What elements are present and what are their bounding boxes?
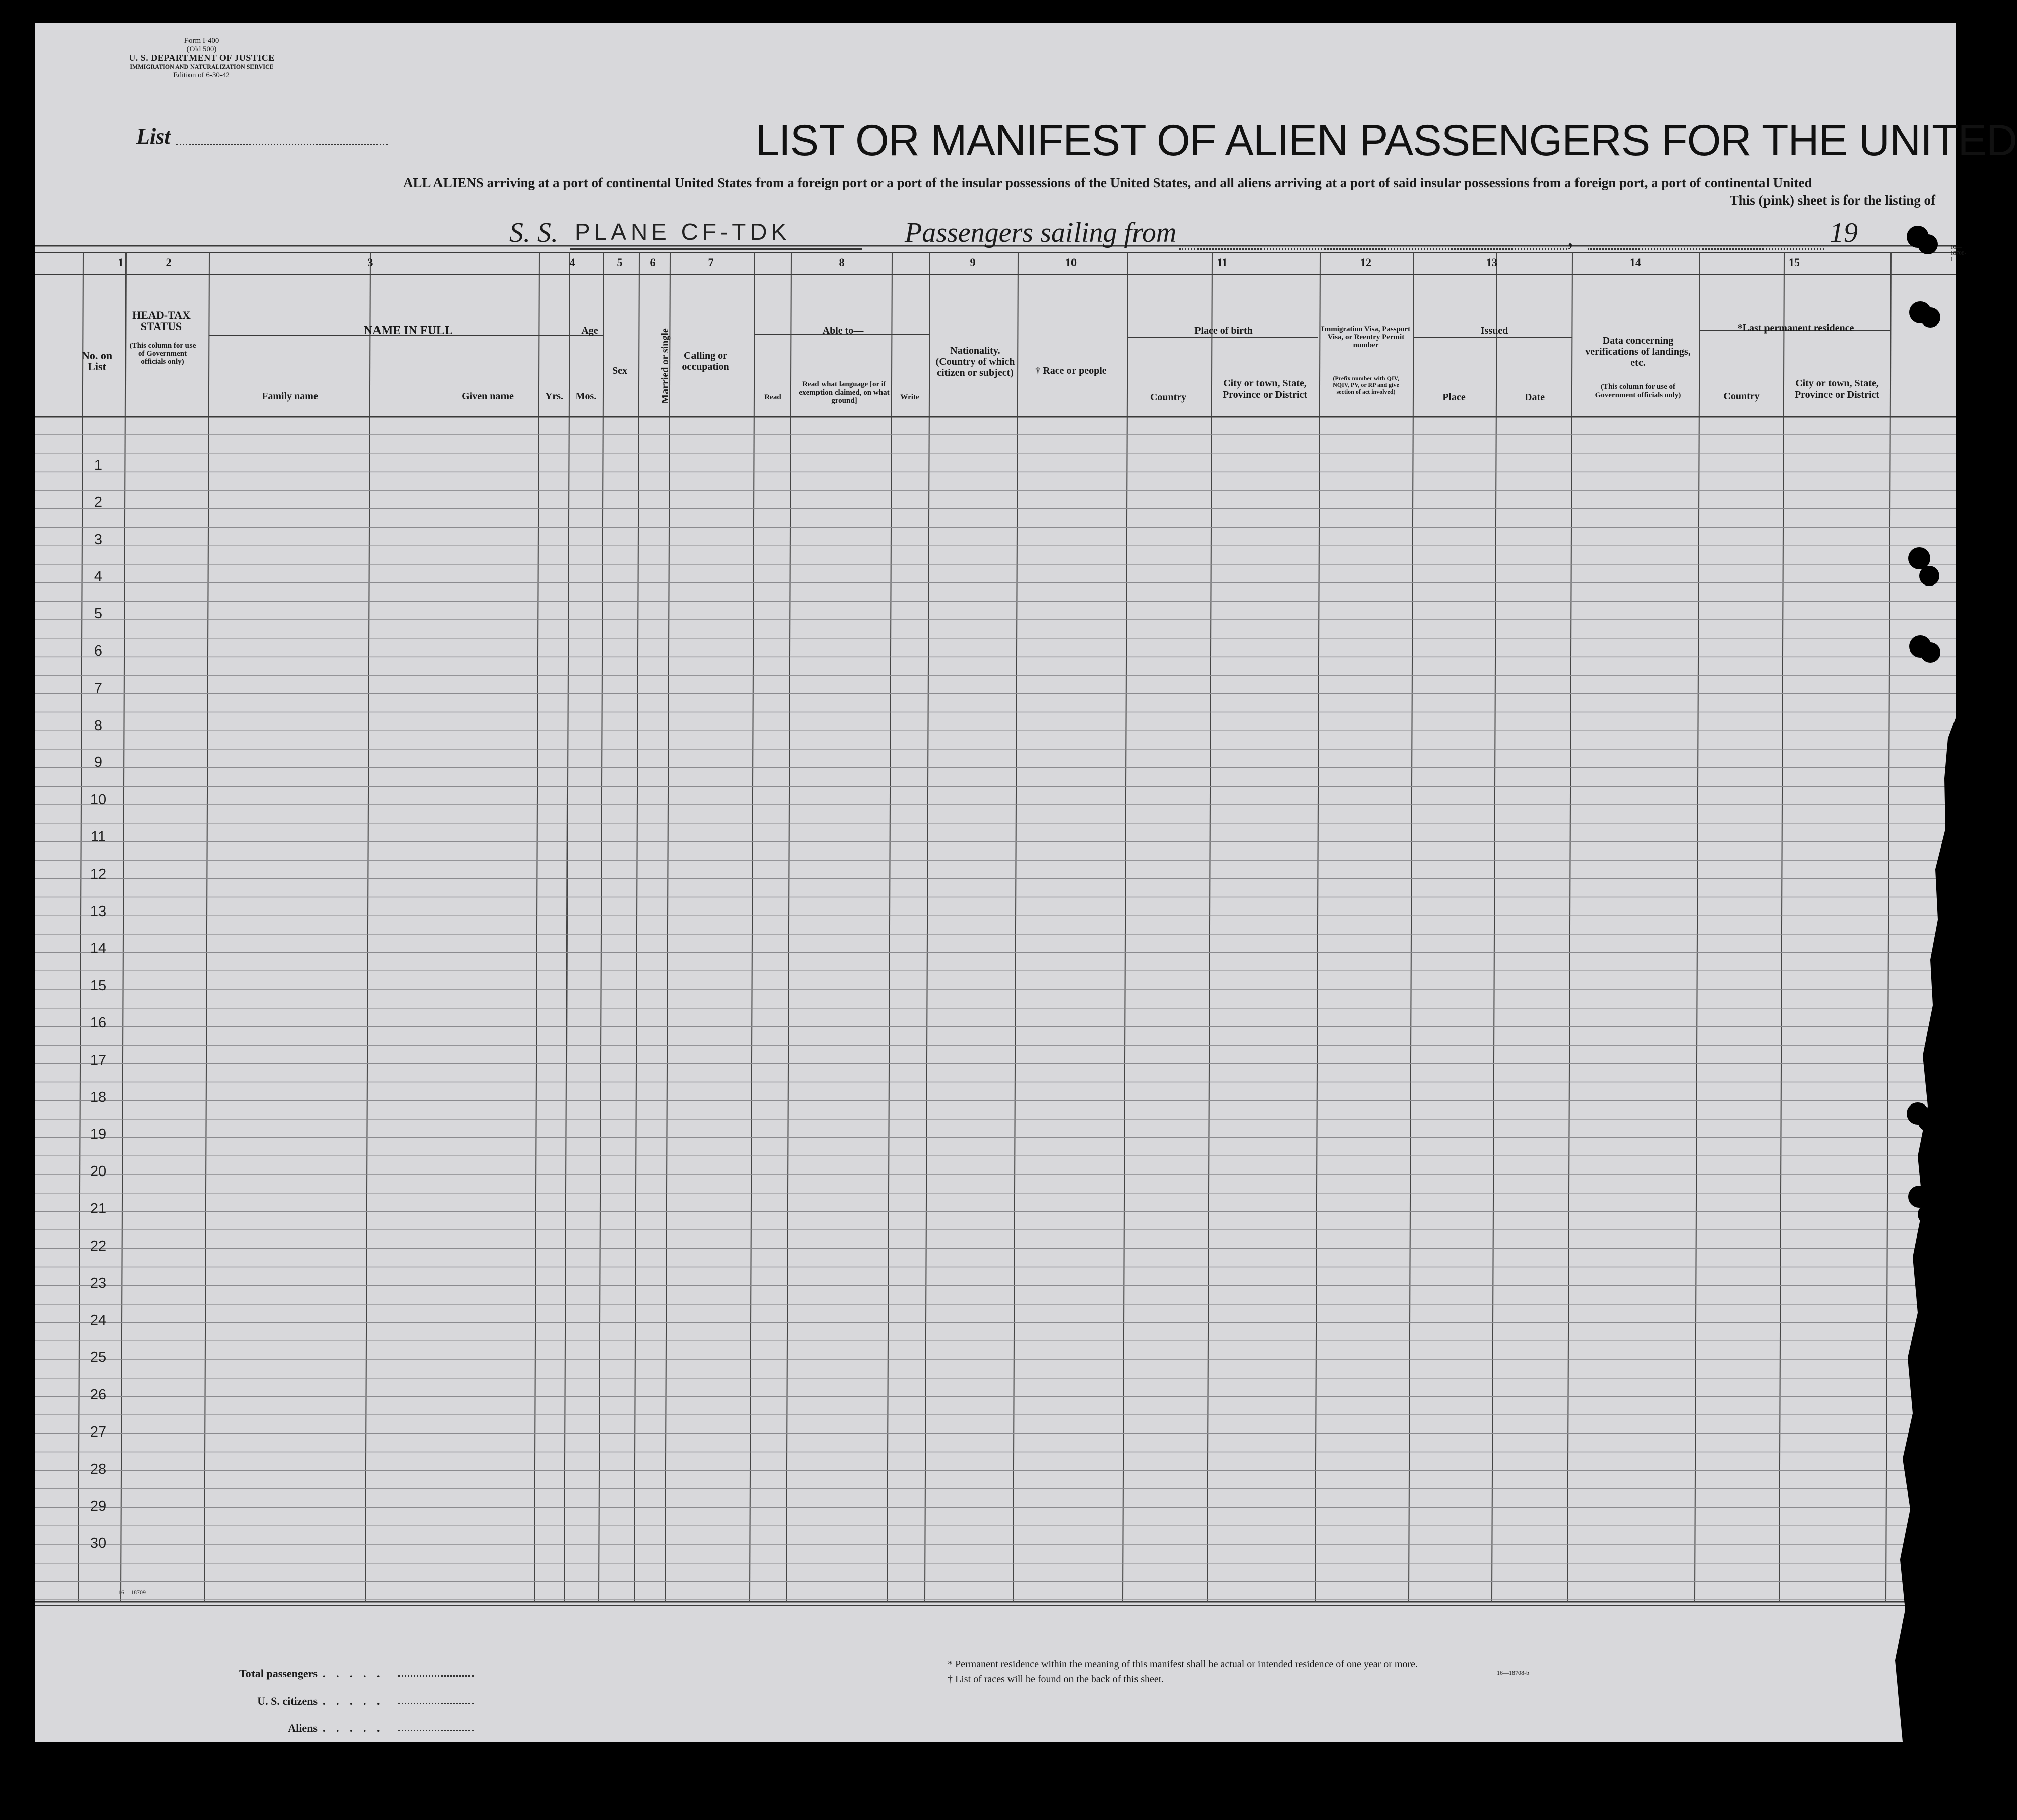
column-number: 13	[1486, 256, 1497, 269]
header-issued: Issued	[1480, 325, 1508, 336]
instructions-line-2: This (pink) sheet is for the listing of	[1729, 192, 1935, 208]
footnote-races: † List of races will be found on the back of this sheet.	[948, 1674, 1164, 1685]
row-number: 26	[90, 1387, 107, 1403]
header-race: † Race or people	[1035, 365, 1107, 376]
ship-prefix: S. S.	[509, 217, 558, 248]
row-number: 15	[90, 978, 107, 994]
column-number: 10	[1065, 256, 1077, 269]
department-name: U. S. DEPARTMENT OF JUSTICE	[129, 53, 275, 63]
row-number: 13	[90, 903, 107, 920]
sailing-port-field[interactable]	[1179, 248, 1567, 250]
row-number: 4	[94, 568, 103, 585]
column-number: 14	[1630, 256, 1641, 269]
column-number: 6	[650, 256, 656, 269]
row-number: 7	[94, 680, 103, 696]
row-number: 6	[94, 643, 103, 659]
form-code-bottom-right: 16—18708-b	[1497, 1669, 1529, 1676]
row-number: 19	[90, 1126, 107, 1143]
row-number: 25	[90, 1349, 107, 1366]
row-number: 2	[94, 494, 103, 510]
row-number: 1	[94, 457, 103, 473]
year-prefix: 19	[1830, 217, 1858, 248]
row-number: 22	[90, 1238, 107, 1254]
row-number: 28	[90, 1461, 107, 1477]
manifest-sheet	[35, 23, 2017, 1742]
row-number: 23	[90, 1275, 107, 1291]
total-passengers-field[interactable]	[398, 1660, 474, 1677]
instructions-line-1: ALL ALIENS arriving at a port of continental United States from a foreign port or a port of the insular possessions of the United States, and all aliens arriving at a port of said insular possessions from a foreign port, a port of continental United	[403, 175, 1812, 190]
column-number: 15	[1789, 256, 1800, 269]
row-number: 9	[94, 754, 103, 771]
form-code-top: 16—18708-1	[1950, 244, 1967, 263]
punch-holes	[35, 23, 1956, 1742]
row-number: 3	[94, 531, 103, 548]
row-number: 16	[90, 1015, 107, 1031]
us-citizens-field[interactable]	[398, 1687, 474, 1704]
form-identifier	[116, 37, 287, 80]
totals-section	[217, 1660, 474, 1742]
header-data-note: (This column for use of Government officials only)	[1595, 383, 1681, 399]
us-citizens-label: U. S. citizens	[257, 1695, 318, 1707]
header-visa-note: (Prefix number with QIV, NQIV, PV, or RP and give section of act involved)	[1333, 375, 1399, 395]
header-issued-place: Place	[1442, 392, 1466, 403]
total-passengers-label: Total passengers	[239, 1667, 318, 1680]
comma: ,	[1567, 225, 1573, 251]
header-residence-city: City or town, State, Province or District	[1794, 378, 1880, 400]
form-old-number: (Old 500)	[186, 45, 217, 53]
list-label: List	[136, 124, 171, 149]
row-number: 8	[94, 717, 103, 734]
header-yrs: Yrs.	[545, 391, 564, 402]
row-number: 29	[90, 1498, 107, 1515]
header-head-tax: HEAD-TAX STATUS	[132, 309, 191, 333]
column-number: 12	[1360, 256, 1371, 269]
list-number-field[interactable]	[176, 144, 388, 145]
form-number: Form I-400	[184, 37, 219, 45]
footnotes	[948, 1657, 1418, 1687]
aliens-label: Aliens	[288, 1722, 318, 1734]
column-number: 2	[166, 256, 172, 269]
row-number: 21	[90, 1201, 107, 1217]
row-number: 18	[90, 1089, 107, 1106]
sailing-from-label: Passengers sailing from	[905, 217, 1177, 248]
sailing-date-field[interactable]	[1588, 248, 1824, 250]
page-title: LIST OR MANIFEST OF ALIEN PASSENGERS FOR THE UNITED	[755, 116, 2017, 165]
header-issued-date: Date	[1525, 392, 1545, 403]
row-number: 5	[94, 606, 103, 622]
row-number: 30	[90, 1535, 107, 1552]
ship-name[interactable]: PLANE CF-TDK	[575, 219, 791, 245]
column-number: 7	[708, 256, 714, 269]
row-number: 17	[90, 1052, 107, 1068]
aliens-row: Aliens . . . . .	[217, 1715, 474, 1742]
header-family-name: Family name	[262, 391, 318, 402]
row-number: 27	[90, 1423, 107, 1440]
header-data-concerning: Data concerning verifications of landings, etc.	[1585, 335, 1691, 368]
header-read-language: Read what language [or if exemption claimed, on what ground]	[799, 380, 890, 405]
row-number: 14	[90, 940, 107, 957]
header-name-in-full: NAME IN FULL	[363, 324, 453, 337]
header-sex: Sex	[612, 365, 627, 376]
ship-name-line	[570, 248, 862, 250]
header-write: Write	[900, 393, 919, 401]
column-number: 1	[118, 256, 124, 269]
row-number: 10	[90, 792, 107, 808]
row-number: 24	[90, 1312, 107, 1329]
column-number: 3	[367, 256, 373, 269]
row-number: 11	[90, 829, 106, 845]
column-number: 11	[1217, 256, 1228, 269]
header-last-residence: *Last permanent residence	[1737, 322, 1854, 334]
total-passengers-row: Total passengers . . . . .	[217, 1660, 474, 1687]
column-number: 9	[970, 256, 976, 269]
header-visa: Immigration Visa, Passport Visa, or Reentry Permit number	[1321, 325, 1411, 349]
column-number: 8	[839, 256, 845, 269]
header-nationality: Nationality. (Country of which citizen or subject)	[935, 345, 1015, 378]
column-number: 5	[617, 256, 623, 269]
header-calling: Calling or occupation	[682, 350, 729, 372]
service-name: IMMIGRATION AND NATURALIZATION SERVICE	[130, 63, 274, 70]
form-code-bottom-left: 16—18709	[118, 1589, 146, 1596]
row-number: 12	[90, 866, 107, 882]
column-number: 4	[569, 256, 575, 269]
header-residence-country: Country	[1723, 391, 1760, 402]
header-head-tax-note: (This column for use of Government officials only)	[129, 342, 196, 366]
header-mos: Mos.	[575, 391, 597, 402]
header-age: Age	[581, 325, 598, 336]
row-number: 20	[90, 1163, 107, 1180]
header-married-single: Married or single	[660, 328, 671, 404]
header-birth-city: City or town, State, Province or District	[1222, 378, 1308, 400]
aliens-field[interactable]	[398, 1715, 474, 1731]
header-given-name: Given name	[462, 391, 514, 402]
us-citizens-row: U. S. citizens . . . . .	[217, 1687, 474, 1715]
footnote-permanent-residence: * Permanent residence within the meaning of this manifest shall be actual or intended residence of one year or more.	[948, 1659, 1418, 1670]
header-no-on-list: No. on List	[81, 349, 113, 373]
header-read: Read	[764, 393, 781, 401]
header-able-to: Able to—	[822, 325, 864, 336]
header-birth-country: Country	[1150, 392, 1187, 403]
form-edition: Edition of 6-30-42	[173, 71, 230, 79]
header-place-of-birth: Place of birth	[1194, 325, 1253, 336]
